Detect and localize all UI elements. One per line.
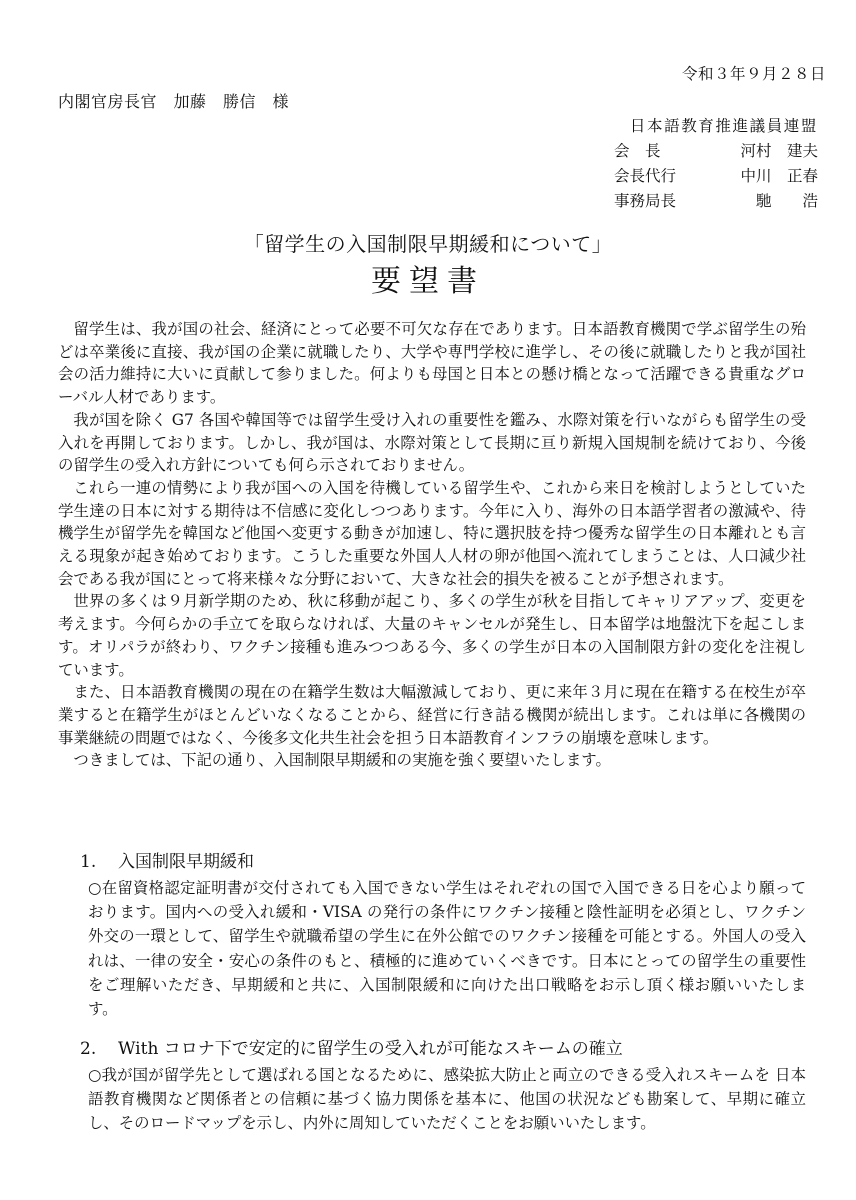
body-text: [58, 318, 806, 772]
member-name: 馳 浩: [755, 192, 818, 210]
sender-member: [558, 164, 818, 189]
member-name: 河村 建夫: [740, 142, 818, 160]
request-heading: [58, 850, 806, 874]
request-item-1: [58, 850, 806, 1021]
document-subtitle: 「留学生の入国制限早期緩和について」: [243, 232, 613, 256]
request-number: 2.: [80, 1039, 97, 1059]
body-paragraph: 留学生は、我が国の社会、経済にとって必要不可欠な存在であります。日本語教育機関で学ぶ留学生の殆どは卒業後に直接、我が国の企業に就職したり、大学や専門学校に進学し、その後に就職したりと我が国社会の活力維持に大いに貢献して参りました。何よりも母国と日本との懸け橋となって活躍できる貴重なグローバル人材であります。: [58, 320, 806, 407]
recipient-line: 内閣官房長官 加藤 勝信 様: [58, 92, 290, 111]
request-body: ○在留資格認定証明書が交付されても入国できない学生はそれぞれの国で入国できる日を心より願っております。国内への受入れ緩和・VISA の発行の条件にワクチン接種と陰性証明を必須とし、ワクチン外交の一環として、留学生や就職希望の学生に在外公館でのワクチン接種を可能とする。外国人の受入れは、一律の安全・安心の条件のもと、積極的に進めていくべきです。日本にとっての留学生の重要性をご理解いただき、早期緩和と共に、入国制限緩和に向けた出口戦略をお示し頂く様お願いいたします。: [88, 879, 806, 1019]
member-role: 会長代行: [614, 167, 677, 185]
request-number: 1.: [80, 852, 97, 872]
member-name: 中川 正春: [740, 167, 818, 185]
request-heading: [58, 1037, 806, 1061]
body-paragraph: つきましては、下記の通り、入国制限早期緩和の実施を強く要望いたします。: [73, 751, 611, 770]
request-heading-text: 入国制限早期緩和: [118, 852, 254, 872]
body-paragraph: 世界の多くは９月新学期のため、秋に移動が起こり、多くの学生が秋を目指してキャリアアップ、変更を考えます。今何らかの手立てを取らなければ、大量のキャンセルが発生し、日本留学は地盤沈下を起こします。オリパラが終わり、ワクチン接種も進みつつある今、多くの学生が日本の入国制限方針の変化を注視しています。: [58, 592, 806, 679]
sender-member: [558, 189, 818, 214]
request-heading-text: With コロナ下で安定的に留学生の受入れが可能なスキームの確立: [118, 1039, 623, 1059]
document-title: 要望書: [371, 264, 485, 299]
body-paragraph: また、日本語教育機関の現在の在籍学生数は大幅激減しており、更に来年３月に現在在籍する在校生が卒業すると在籍学生がほとんどいなくなることから、経営に行き詰る機関が続出します。これは単に各機関の事業継続の問題ではなく、今後多文化共生社会を担う日本語教育インフラの崩壊を意味します。: [58, 683, 806, 747]
request-body: ○我が国が留学先として選ばれる国となるために、感染拡大防止と両立のできる受入れスキームを 日本語教育機関など関係者との信頼に基づく協力関係を基本に、他国の状況なども勘案して、早期に確立し、そのロードマップを示し、内外に周知していただくことをお願いいたします。: [88, 1066, 806, 1133]
document-date: 令和３年９月２８日: [681, 65, 826, 83]
body-paragraph: これら一連の情勢により我が国への入国を待機している留学生や、これから来日を検討しようとしていた学生達の日本に対する期待は不信感に変化しつつあります。今年に入り、海外の日本語学習者の激減や、待機学生が留学先を韓国など他国へ変更する動きが加速し、特に選択肢を持つ優秀な留学生の日本離れとも言える現象が起き始めております。こうした重要な外国人人材の卵が他国へ流れてしまうことは、人口減少社会である我が国にとって将来様々な分野において、大きな社会的損失を被ることが予想されます。: [58, 478, 806, 588]
request-item-2: [58, 1037, 806, 1136]
member-role: 会 長: [614, 142, 661, 160]
sender-member: [558, 139, 818, 164]
sender-organization: 日本語教育推進議員連盟: [629, 117, 818, 135]
member-role: 事務局長: [614, 192, 677, 210]
body-paragraph: 我が国を除く G7 各国や韓国等では留学生受け入れの重要性を鑑み、水際対策を行いながらも留学生の受入れを再開しております。しかし、我が国は、水際対策として長期に亘り新規入国規制を続けており、今後の留学生の受入れ方針についても何ら示されておりません。: [58, 410, 806, 475]
sender-block: [558, 114, 818, 214]
